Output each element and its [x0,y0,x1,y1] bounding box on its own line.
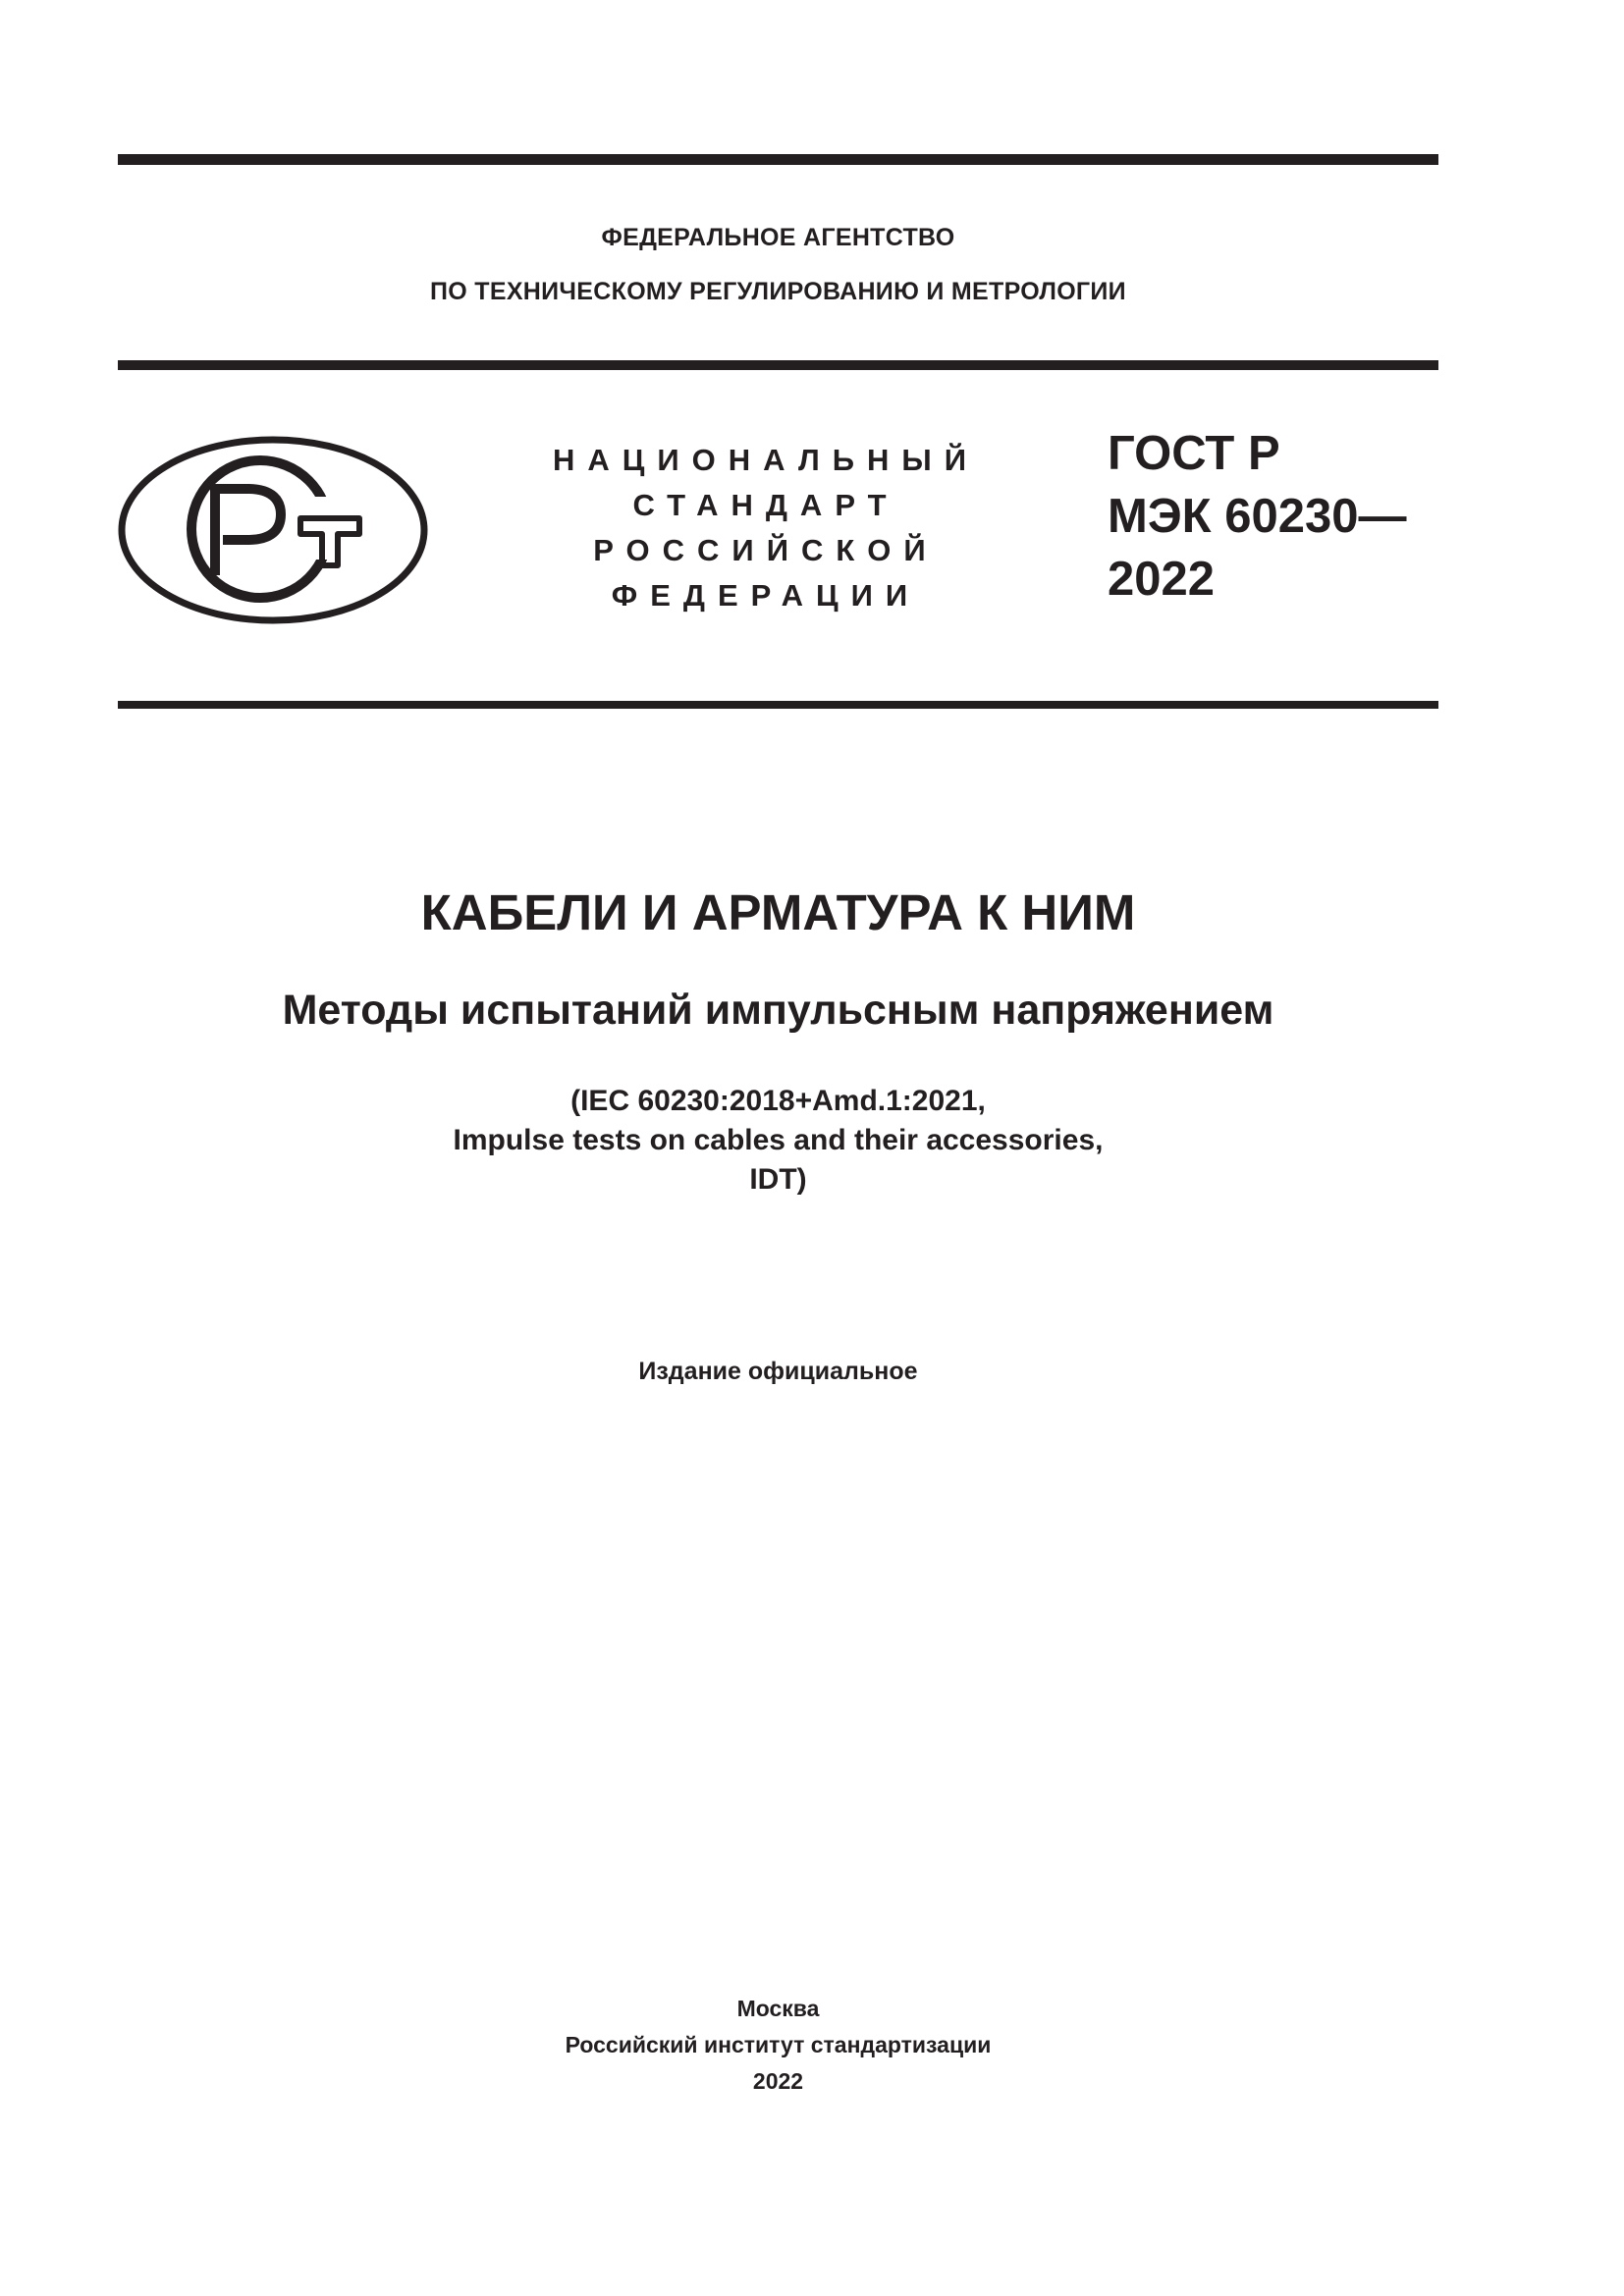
designation-line-2: МЭК 60230— [1108,490,1407,543]
edition-label: Издание официальное [638,1358,918,1385]
designation-line-1: ГОСТ Р [1108,427,1280,480]
designation-line-3: 2022 [1108,553,1216,606]
imprint-city: Москва [736,1996,820,2021]
agency-name-line-1: ФЕДЕРАЛЬНОЕ АГЕНТСТВО [601,224,955,251]
rst-certification-mark-icon [116,432,430,628]
imprint [118,1991,1438,2100]
header-bottom-rule [118,701,1438,709]
imprint-publisher: Российский институт стандартизации [565,2032,992,2057]
iec-reference-line-2: Impulse tests on cables and their accessories, [453,1124,1104,1156]
top-rule [118,154,1438,165]
imprint-year: 2022 [752,2068,804,2094]
iec-reference-line-3: IDT) [749,1163,807,1196]
agency-name-line-2: ПО ТЕХНИЧЕСКОМУ РЕГУЛИРОВАНИЮ И МЕТРОЛОГИИ [430,278,1126,305]
standard-type-line-3: РОССИЙСКОЙ [593,533,939,567]
standard-designation [1108,422,1406,611]
iec-reference [118,1082,1438,1200]
standard-type-line-4: ФЕДЕРАЦИИ [611,578,921,613]
standard-type-label [550,438,982,618]
header-divider-rule [118,360,1438,370]
document-title: КАБЕЛИ И АРМАТУРА К НИМ [420,884,1136,940]
standard-type-line-1: НАЦИОНАЛЬНЫЙ [552,443,980,477]
standard-type-line-2: СТАНДАРТ [632,488,899,522]
iec-reference-line-1: (IEC 60230:2018+Amd.1:2021, [570,1085,986,1117]
document-subtitle: Методы испытаний импульсным напряжением [282,987,1274,1034]
